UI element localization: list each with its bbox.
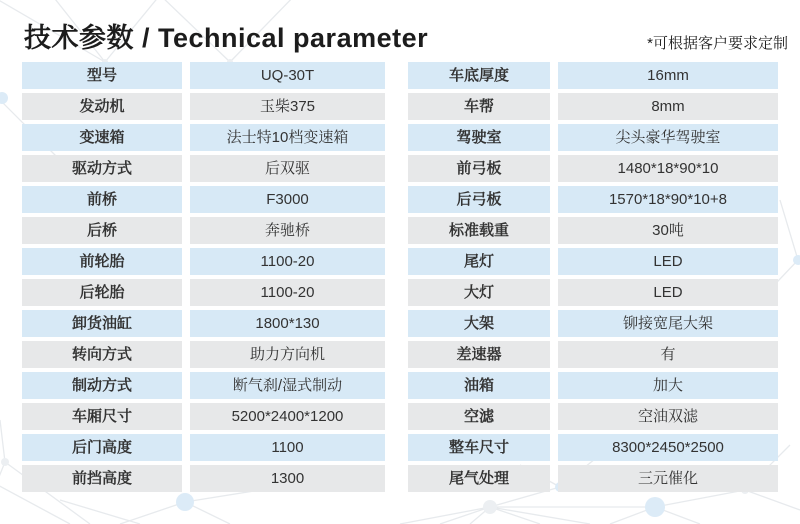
table-row xyxy=(22,434,385,461)
param-label: 驾驶室 xyxy=(408,124,550,151)
table-row xyxy=(22,217,385,244)
param-value: UQ-30T xyxy=(190,62,385,89)
table-row xyxy=(22,93,385,120)
param-label: 大架 xyxy=(408,310,550,337)
table-row xyxy=(22,248,385,275)
param-value: LED xyxy=(558,248,778,275)
param-label: 车底厚度 xyxy=(408,62,550,89)
param-value: 尖头豪华驾驶室 xyxy=(558,124,778,151)
param-label: 制动方式 xyxy=(22,372,182,399)
table-row xyxy=(22,124,385,151)
param-label: 后桥 xyxy=(22,217,182,244)
table-row xyxy=(408,310,778,337)
param-value: 断气刹/湿式制动 xyxy=(190,372,385,399)
table-row xyxy=(22,465,385,492)
header xyxy=(0,0,800,60)
table-row xyxy=(408,434,778,461)
param-value: 8300*2450*2500 xyxy=(558,434,778,461)
param-value: 后双驱 xyxy=(190,155,385,182)
param-label: 驱动方式 xyxy=(22,155,182,182)
param-label: 车厢尺寸 xyxy=(22,403,182,430)
table-row xyxy=(408,341,778,368)
spec-table-right xyxy=(408,62,778,496)
param-value: 铆接宽尾大架 xyxy=(558,310,778,337)
param-value: 加大 xyxy=(558,372,778,399)
table-row xyxy=(22,341,385,368)
param-value: 1570*18*90*10+8 xyxy=(558,186,778,213)
param-label: 空滤 xyxy=(408,403,550,430)
table-row xyxy=(22,372,385,399)
table-row xyxy=(408,124,778,151)
param-label: 后门高度 xyxy=(22,434,182,461)
table-row xyxy=(408,279,778,306)
param-label: 型号 xyxy=(22,62,182,89)
param-value: 有 xyxy=(558,341,778,368)
table-row xyxy=(408,155,778,182)
param-value: 16mm xyxy=(558,62,778,89)
table-row xyxy=(408,62,778,89)
param-value: 5200*2400*1200 xyxy=(190,403,385,430)
param-value: 玉柴375 xyxy=(190,93,385,120)
param-label: 差速器 xyxy=(408,341,550,368)
param-label: 大灯 xyxy=(408,279,550,306)
table-row xyxy=(22,279,385,306)
table-row xyxy=(22,155,385,182)
param-value: 1100 xyxy=(190,434,385,461)
param-value: 奔驰桥 xyxy=(190,217,385,244)
table-row xyxy=(408,465,778,492)
table-row xyxy=(408,248,778,275)
table-row xyxy=(22,403,385,430)
param-value: 8mm xyxy=(558,93,778,120)
param-label: 卸货油缸 xyxy=(22,310,182,337)
customization-note: *可根据客户要求定制 xyxy=(647,35,788,52)
table-row xyxy=(408,403,778,430)
table-row xyxy=(408,372,778,399)
param-label: 后弓板 xyxy=(408,186,550,213)
param-label: 尾灯 xyxy=(408,248,550,275)
table-row xyxy=(22,62,385,89)
param-label: 发动机 xyxy=(22,93,182,120)
param-label: 转向方式 xyxy=(22,341,182,368)
param-label: 油箱 xyxy=(408,372,550,399)
param-value: 三元催化 xyxy=(558,465,778,492)
param-label: 前弓板 xyxy=(408,155,550,182)
table-row xyxy=(408,217,778,244)
param-label: 标准载重 xyxy=(408,217,550,244)
param-value: 法士特10档变速箱 xyxy=(190,124,385,151)
page-title: 技术参数 / Technical parameter xyxy=(24,23,429,53)
param-value: 1800*130 xyxy=(190,310,385,337)
param-label: 后轮胎 xyxy=(22,279,182,306)
param-value: 1100-20 xyxy=(190,279,385,306)
param-label: 整车尺寸 xyxy=(408,434,550,461)
param-value: 1100-20 xyxy=(190,248,385,275)
param-value: 30吨 xyxy=(558,217,778,244)
param-label: 尾气处理 xyxy=(408,465,550,492)
table-row xyxy=(22,310,385,337)
param-value: F3000 xyxy=(190,186,385,213)
param-value: 1300 xyxy=(190,465,385,492)
param-label: 变速箱 xyxy=(22,124,182,151)
table-row xyxy=(408,186,778,213)
table-row xyxy=(22,186,385,213)
param-value: 助力方向机 xyxy=(190,341,385,368)
param-value: 空油双滤 xyxy=(558,403,778,430)
param-label: 前桥 xyxy=(22,186,182,213)
table-row xyxy=(408,93,778,120)
param-value: LED xyxy=(558,279,778,306)
param-label: 前挡高度 xyxy=(22,465,182,492)
param-label: 前轮胎 xyxy=(22,248,182,275)
param-value: 1480*18*90*10 xyxy=(558,155,778,182)
param-label: 车帮 xyxy=(408,93,550,120)
spec-table-left xyxy=(22,62,385,496)
